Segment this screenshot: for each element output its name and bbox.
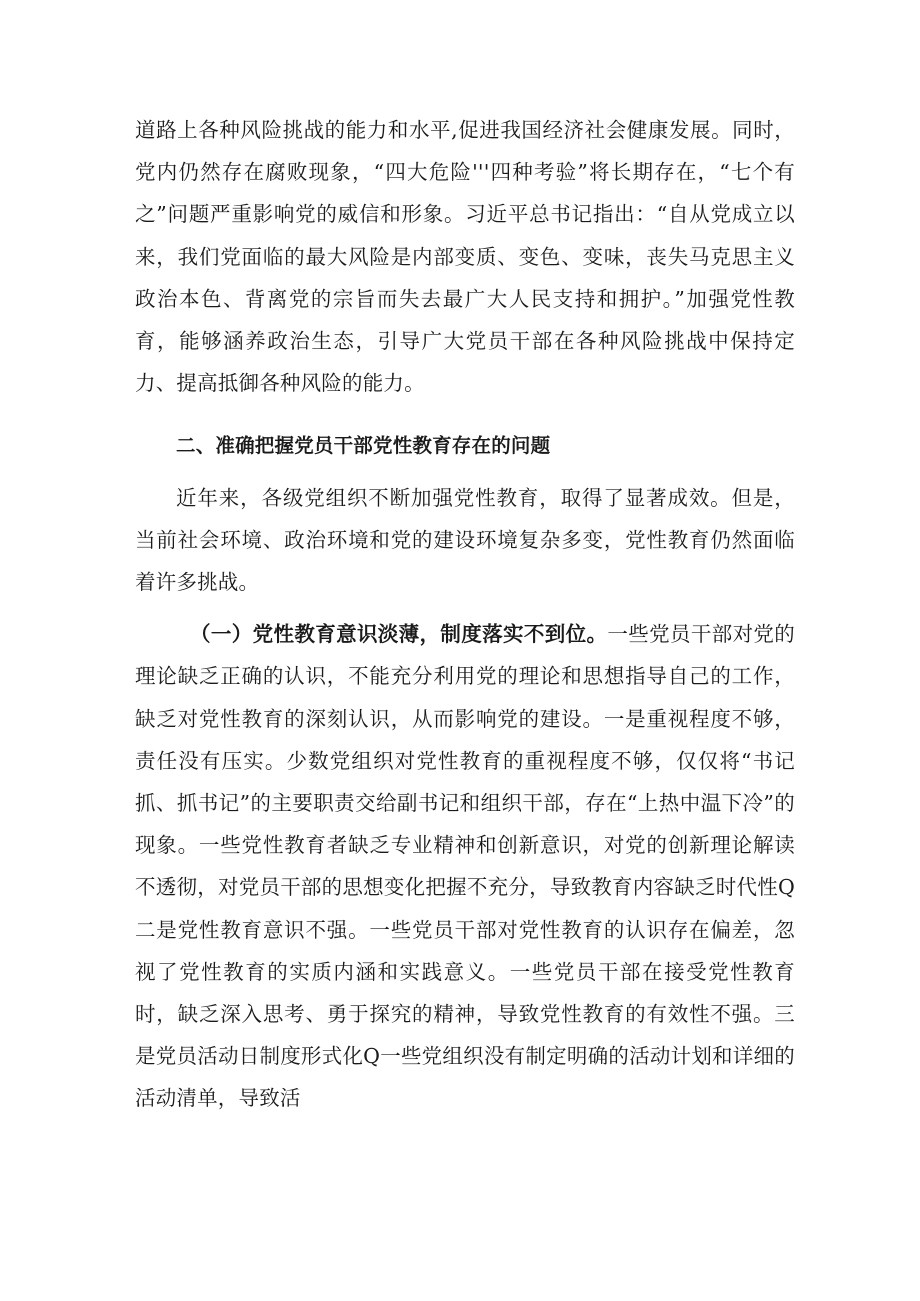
paragraph-gap <box>135 603 795 613</box>
intro-paragraph: 近年来，各级党组织不断加强党性教育，取得了显著成效。但是，当前社会环境、政治环境和党的建设环境复杂多变，党性教育仍然面临着许多挑战。 <box>135 485 795 595</box>
paragraph-gap <box>135 404 795 414</box>
subsection-title: （一）党性教育意识淡薄，制度落实不到位。 <box>190 622 608 647</box>
paragraph-continued: 道路上各种风险挑战的能力和水平,促进我国经济社会健康发展。同时，党内仍然存在腐败现象，“四大危险'''四种考验”将长期存在，“七个有之”问题严重影响党的威信和形象。习近平总书记指出：“自从党成立以来，我们党面临的最大风险是内部变质、变色、变味，丧失马克思主义政治本色、背离党的宗旨而失去最广大人民支持和拥护。”加强党性教育，能够涵养政治生态，引导广大党员干部在各种风险挑战中保持定力、提高抵御各种风险的能力。 <box>135 118 795 396</box>
section-heading: 二、准确把握党员干部党性教育存在的问题 <box>176 434 551 458</box>
subsection-body: 一些党员干部对党的理论缺乏正确的认识，不能充分利用党的理论和思想指导自己的工作，缺乏对党性教育的深刻认识，从而影响党的建设。一是重视程度不够，责任没有压实。少数党组织对党性教育的重视程度不够，仅仅将“书记抓、抓书记”的主要职责交给副书记和组织干部，存在“上热中温下冷”的现象。一些党性教育者缺乏专业精神和创新意识，对党的创新理论解读不透彻，对党员干部的思想变化把握不充分，导致教育内容缺乏时代性Q二是党性教育意识不强。一些党员干部对党性教育的认识存在偏差，忽视了党性教育的实质内涵和实践意义。一些党员干部在接受党性教育时，缺乏深入思考、勇于探究的精神，导致党性教育的有效性不强。三是党员活动日制度形式化Q一些党组织没有制定明确的活动计划和详细的活动清单，导致活 <box>135 622 795 1111</box>
document-body <box>135 109 795 1120</box>
subsection-paragraph <box>135 613 795 1119</box>
